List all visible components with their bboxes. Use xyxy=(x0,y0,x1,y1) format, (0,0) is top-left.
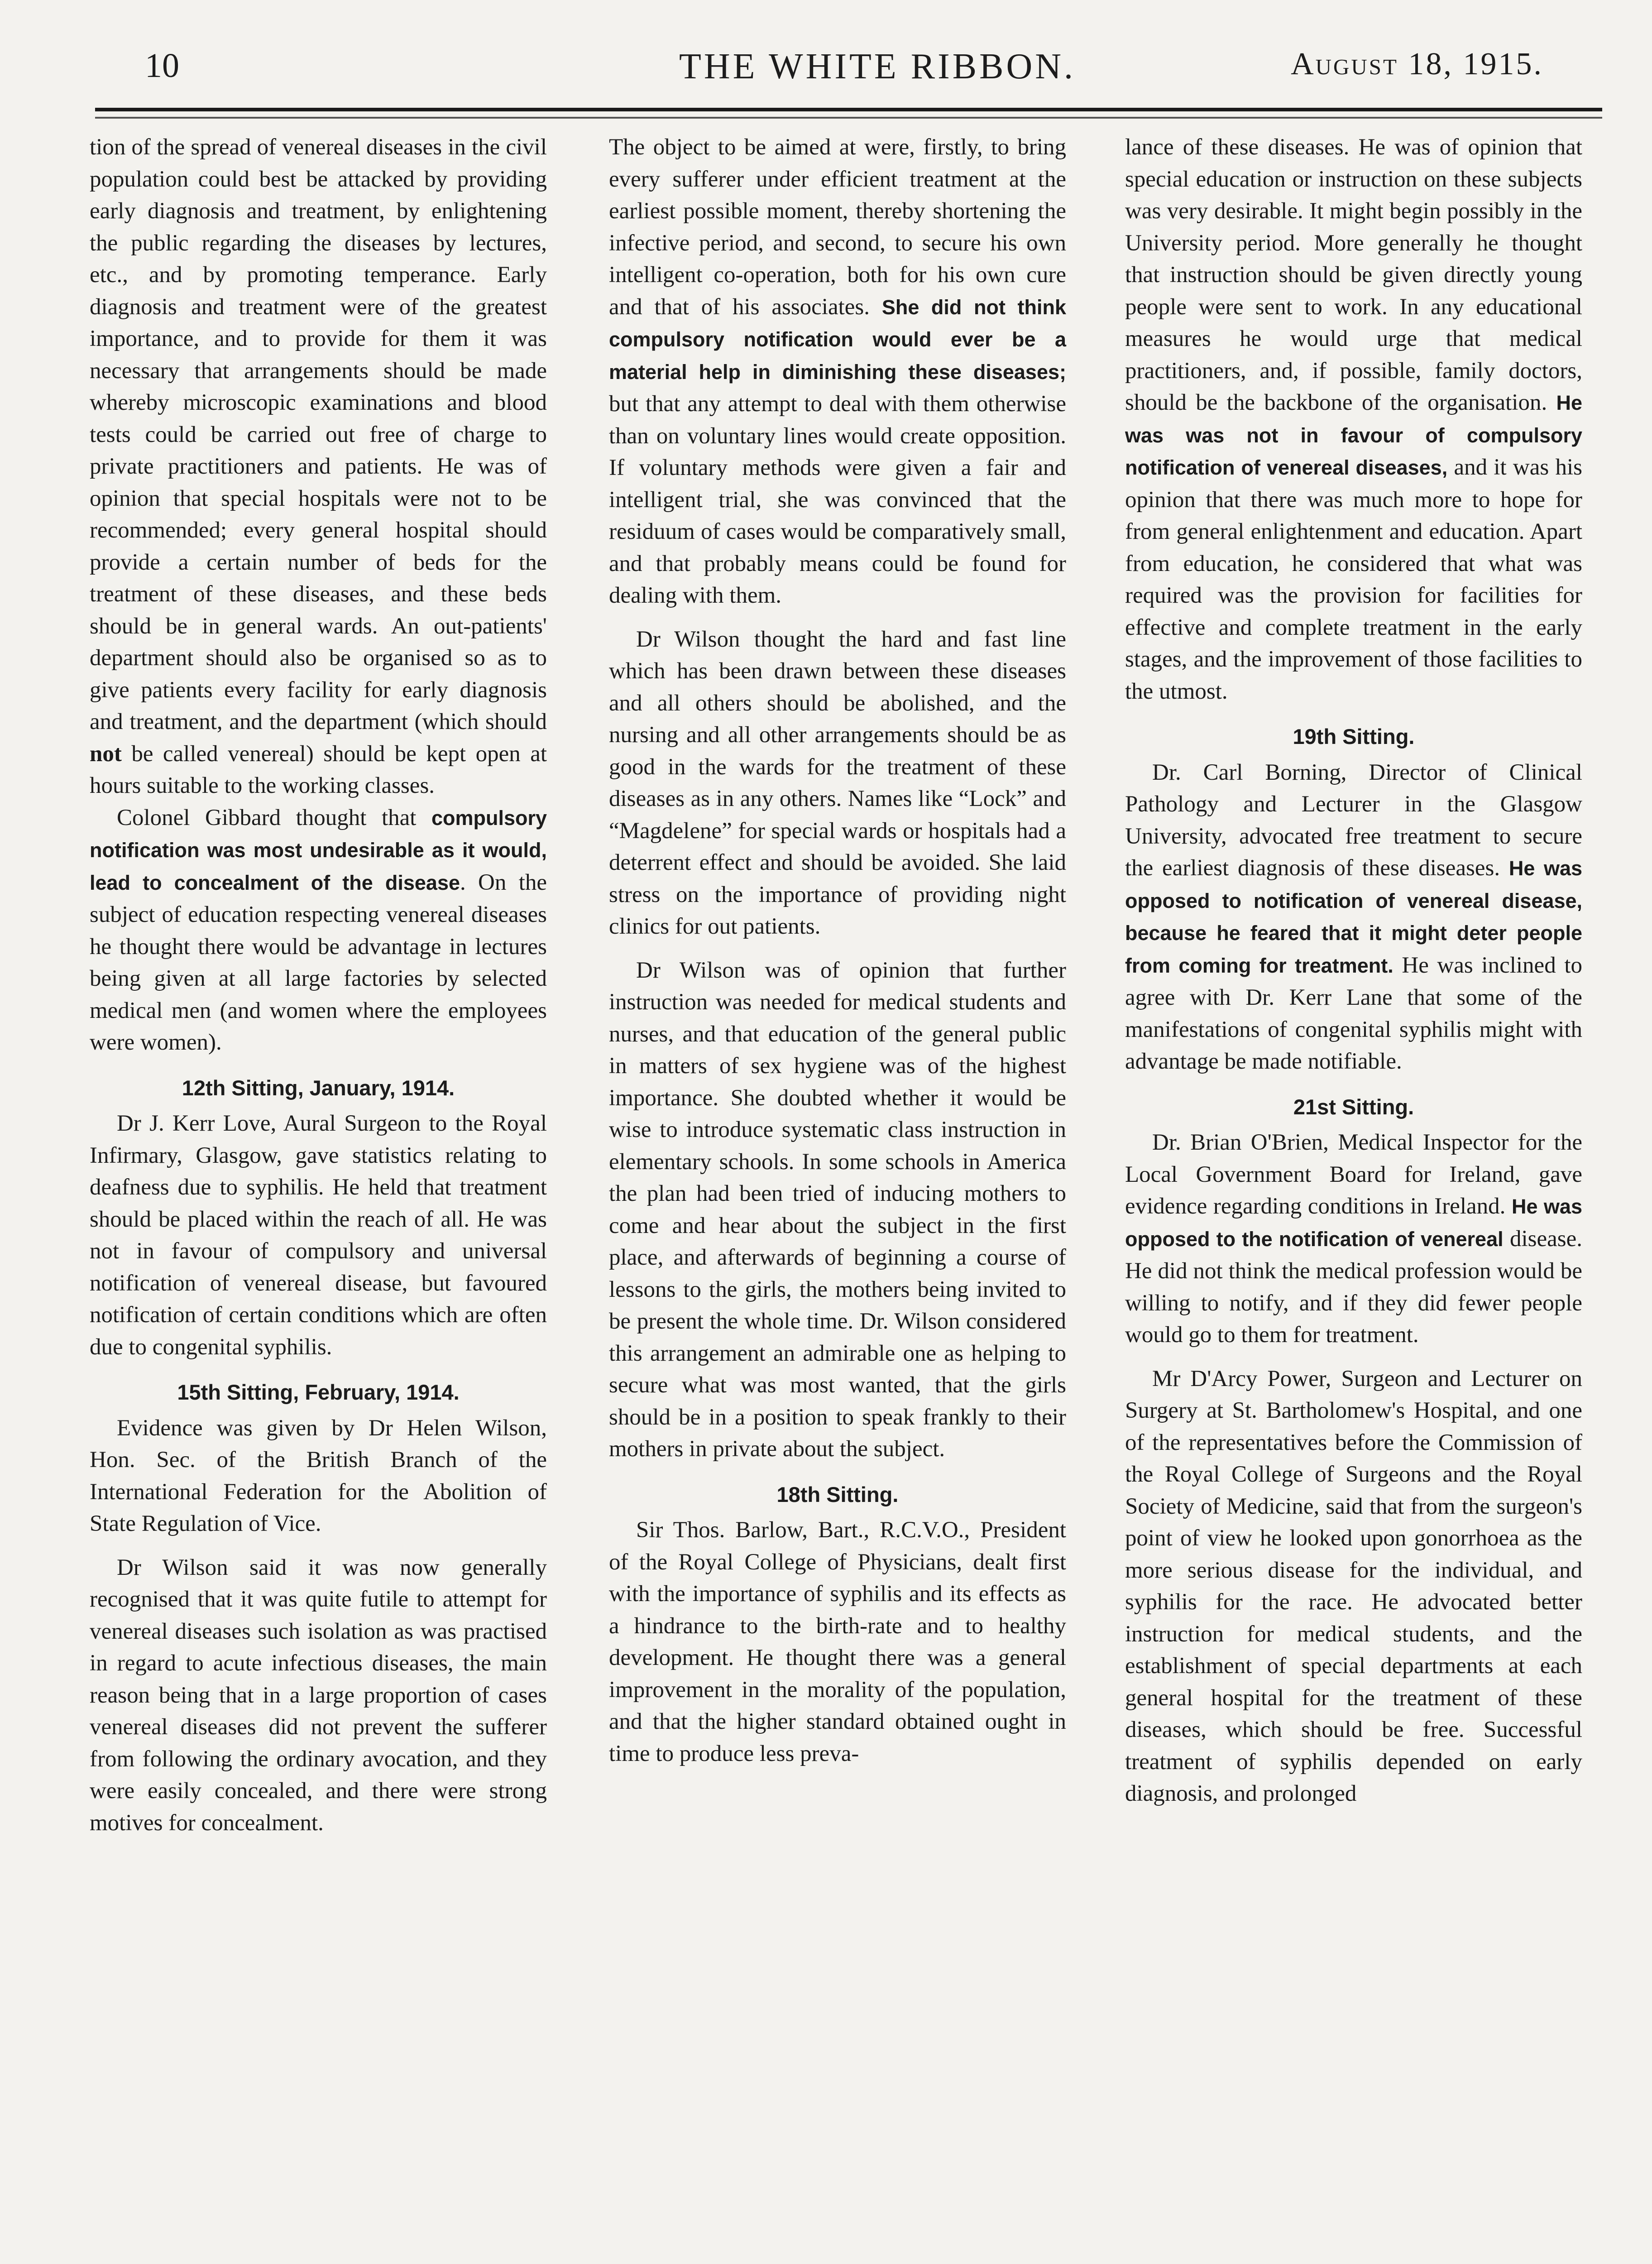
paragraph: tion of the spread of venereal diseases in the civil population could best be attacked by providing early diagnosis and treatment, by enlightening the public regarding the diseases by lectures, etc., and by promoting temperance. Early diagnosis and treatment were of the greatest importance, and to provide for them it was necessary that arrangements should be made whereby microscopic examinations and blood tests could be carried out free of charge to private practitioners and patients. He was of opinion that special hospitals were not to be recommended; every general hospital should provide a certain number of beds for the treatment of these diseases, and these beds should be in general wards. An out-patients' department should also be organised so as to give patients every facility for early diagnosis and treatment, and the department (which should not be called venereal) should be kept open at hours suitable to the working classes. xyxy=(90,134,547,798)
paragraph: Dr Wilson thought the hard and fast line which has been drawn between these diseases and all others should be abolished, and the nursing and all other arrangements should be as good in the wards for the treatment of these diseases as in any others. Names like “Lock” and “Magdelene” for special wards or hospitals had a deterrent effect and should be avoided. She laid stress on the importance of providing night clinics for out patients. xyxy=(609,626,1066,939)
paragraph: Sir Thos. Barlow, Bart., R.C.V.O., President of the Royal College of Physicians, dealt first with the importance of syphilis and its effects as a hindrance to the birth-rate and to healthy development. He thought there was a general improvement in the morality of the population, and that the higher standard obtained ought in time to produce less preva- xyxy=(609,1517,1066,1766)
section-heading: 19th Sitting. xyxy=(1293,724,1415,748)
column-2 xyxy=(609,131,1066,1770)
bold-text: not xyxy=(90,741,122,767)
issue-date: August 18, 1915. xyxy=(1291,47,1543,82)
paragraph: Dr Wilson said it was now generally recognised that it was quite futile to attempt for venereal diseases such isolation as was practised in regard to acute infectious diseases, the main reason being that in a large proportion of cases venereal diseases did not prevent the sufferer from following the ordinary avocation, and they were easily concealed, and there were strong motives for concealment. xyxy=(90,1554,547,1836)
highlighted-text: She did not think compulsory notification would ever be a material help in diminishing these diseases; xyxy=(609,295,1066,384)
highlighted-text: He was opposed to notification of venereal disease, because he feared that it might deter people from coming for treatment. xyxy=(1125,857,1582,977)
section-heading: 21st Sitting. xyxy=(1293,1094,1414,1119)
paragraph: The object to be aimed at were, firstly, to bring every sufferer under efficient treatment at the earliest possible moment, thereby shortening the infective period, and second, to secure his own intelligent co-operation, both for his own cure and that of his associates. She did not think compulsory notification would ever be a material help in diminishing these diseases; but that any attempt to deal with them otherwise than on voluntary lines would create opposition. If voluntary methods were given a fair and intelligent trial, she was convinced that the residuum of cases would be comparatively small, and that probably means could be found for dealing with them. xyxy=(609,134,1066,608)
paragraph: Dr. Brian O'Brien, Medical Inspector for the Local Government Board for Ireland, gave evidence regarding conditions in Ireland. He was opposed to the notification of venereal disease. He did not think the medical profession would be willing to notify, and if they did fewer people would go to them for treatment. xyxy=(1125,1130,1582,1348)
header-rule xyxy=(95,108,1602,111)
publication-title: THE WHITE RIBBON. xyxy=(679,47,1076,86)
highlighted-text: compulsory notification was most undesirable as it would, lead to concealment of the disease xyxy=(90,806,547,894)
paragraph: Dr Wilson was of opinion that further instruction was needed for medical students and nurses, and that education of the general public in matters of sex hygiene was of the highest importance. She doubted whether it would be wise to introduce systematic class instruction in elementary schools. In some schools in America the plan had been tried of inducing mothers to come and hear about the subject in the first place, and afterwards of beginning a course of lessons to the girls, the mothers being invited to be present the whole time. Dr. Wilson considered this arrangement an admirable one as helping to secure what was most wanted, that the girls should be in a position to speak frankly to their mothers in private about the subject. xyxy=(609,957,1066,1462)
highlighted-text: He was opposed to the notification of venereal xyxy=(1125,1195,1582,1251)
paragraph: Colonel Gibbard thought that compulsory notification was most undesirable as it would, lead to concealment of the disease. On the subject of education respecting venereal diseases he thought there would be advantage in lectures being given at all large factories by selected medical men (and women where the employees were women). xyxy=(90,805,547,1055)
highlighted-text: He was was not in favour of compulsory notification of venereal diseases, xyxy=(1125,391,1582,479)
column-1 xyxy=(90,131,547,1839)
paragraph: Dr J. Kerr Love, Aural Surgeon to the Royal Infirmary, Glasgow, gave statistics relating to deafness due to syphilis. He held that treatment should be placed within the reach of all. He was not in favour of compulsory and universal notification of venereal disease, but favoured notification of certain conditions which are often due to congenital syphilis. xyxy=(90,1111,547,1360)
paragraph: Dr. Carl Borning, Director of Clinical Pathology and Lecturer in the Glasgow University, advocated free treatment to secure the earliest diagnosis of these diseases. He was opposed to notification of venereal disease, because he feared that it might deter people from coming for treatment. He was inclined to agree with Dr. Kerr Lane that some of the manifestations of congenital syphilis might with advantage be made notifiable. xyxy=(1125,759,1583,1074)
paragraph: Evidence was given by Dr Helen Wilson, Hon. Sec. of the British Branch of the International Federation for the Abolition of State Regulation of Vice. xyxy=(90,1415,547,1536)
paragraph: Mr D'Arcy Power, Surgeon and Lecturer on Surgery at St. Bartholomew's Hospital, and one of the representatives before the Commission of the Royal College of Surgeons and the Royal Society of Medicine, said that from the surgeon's point of view he looked upon gonorrhoea as the more serious disease for the individual, and syphilis for the race. He advocated better instruction for medical students, and the establishment of special departments at each general hospital for the treatment of these diseases, which should be free. Successful treatment of syphilis depended on early diagnosis, and prolonged xyxy=(1125,1366,1582,1806)
page-number: 10 xyxy=(145,47,179,85)
column-3 xyxy=(1125,131,1582,1810)
section-heading: 15th Sitting, February, 1914. xyxy=(177,1380,460,1404)
paragraph: lance of these diseases. He was of opinion that special education or instruction on these subjects was very desirable. It might begin possibly in the University period. More generally he thought that instruction should be given directly young people were sent to work. In any educational measures he would urge that medical practitioners, and, if possible, family doctors, should be the backbone of the organisation. He was was not in favour of compulsory notification of venereal diseases, and it was his opinion that there was much more to hope for from general enlightenment and education. Apart from education, he considered that what was required was the provision for facilities for effective and complete treatment in the early stages, and the improvement of those facilities to the utmost. xyxy=(1125,134,1582,704)
header-rule-thin xyxy=(95,117,1602,119)
page-header xyxy=(91,42,1593,96)
section-heading: 18th Sitting. xyxy=(776,1482,899,1506)
section-heading: 12th Sitting, January, 1914. xyxy=(182,1075,455,1100)
